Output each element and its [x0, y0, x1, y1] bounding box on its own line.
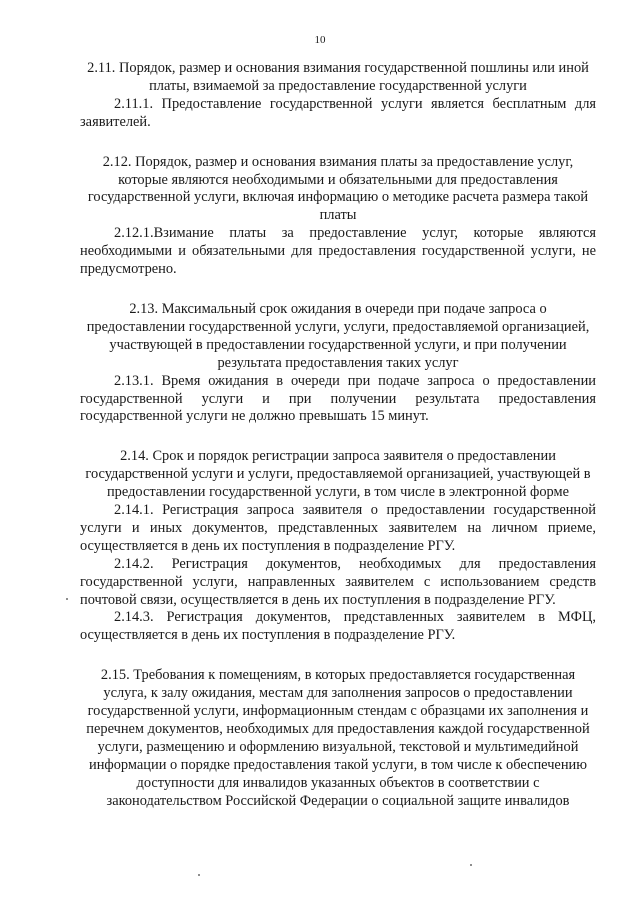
section-heading-2-11: 2.11. Порядок, размер и основания взимания государственной пошлины или иной платы, взимаемой за предоставление государственной услуги — [87, 60, 589, 94]
paragraph-2-14-1: 2.14.1. Регистрация запроса заявителя о предоставлении государственной услуги и иных документов, представленных заявителем на личном приеме, осуществляется в день их поступления в подразделение РГУ. — [80, 502, 596, 554]
scan-speck — [66, 598, 68, 600]
page-number: 10 — [314, 34, 326, 46]
section-heading-2-12: 2.12. Порядок, размер и основания взимания платы за предоставление услуг, которые являются необходимыми и обязательными для предоставления государственной услуги, включая информацию о методике расчета размера такой платы — [87, 153, 589, 224]
paragraph-2-14-2: 2.14.2. Регистрация документов, необходимых для предоставления государственной услуги, направленных заявителем с использованием средств почтовой связи, осуществляется в день их поступления в подразделение РГУ. — [80, 555, 596, 608]
scan-speck — [470, 864, 472, 866]
paragraph-2-14-3: 2.14.3. Регистрация документов, представленных заявителем в МФЦ, осуществляется в день их поступления в подразделение РГУ. — [80, 609, 596, 644]
paragraph-2-12-1: 2.12.1.Взимание платы за предоставление услуг, которые являются необходимыми и обязательными для предоставления государственной услуги, не предусмотрено. — [80, 225, 596, 278]
section-heading-2-13: 2.13. Максимальный срок ожидания в очереди при подаче запроса о предоставлении государственной услуги, услуги, предоставляемой организацией, участвующей в предоставлении государственной услуги, и при получении результата предоставления таких услуг — [86, 300, 590, 371]
section-heading-2-15: 2.15. Требования к помещениям, в которых предоставляется государственная услуга, к залу ожидания, местам для заполнения запросов о предоставлении государственной услуги, информационным стендам с образцами их заполнения и перечнем документов, необходимых для предоставления каждой государственной услуги, размещению и оформлению визуальной, текстовой и мультимедийной информации о порядке предоставления такой услуги, в том числе к обеспечению доступности для инвалидов указанных объектов в соответствии с законодательством Российской Федерации о социальной защите инвалидов — [86, 667, 590, 809]
section-heading-2-14: 2.14. Срок и порядок регистрации запроса заявителя о предоставлении государственной услуги и услуги, предоставляемой организацией, участвующей в предоставлении государственной услуги, в том числе в электронной форме — [85, 448, 591, 501]
document-body — [80, 60, 596, 811]
paragraph-2-11-1: 2.11.1. Предоставление государственной услуги является бесплатным для заявителей. — [80, 95, 596, 130]
paragraph-2-13-1: 2.13.1. Время ожидания в очереди при подаче запроса о предоставлении государственной услуги и при получении результата предоставления государственной услуги не должно превышать 15 минут. — [80, 372, 596, 425]
scan-speck — [198, 874, 200, 876]
